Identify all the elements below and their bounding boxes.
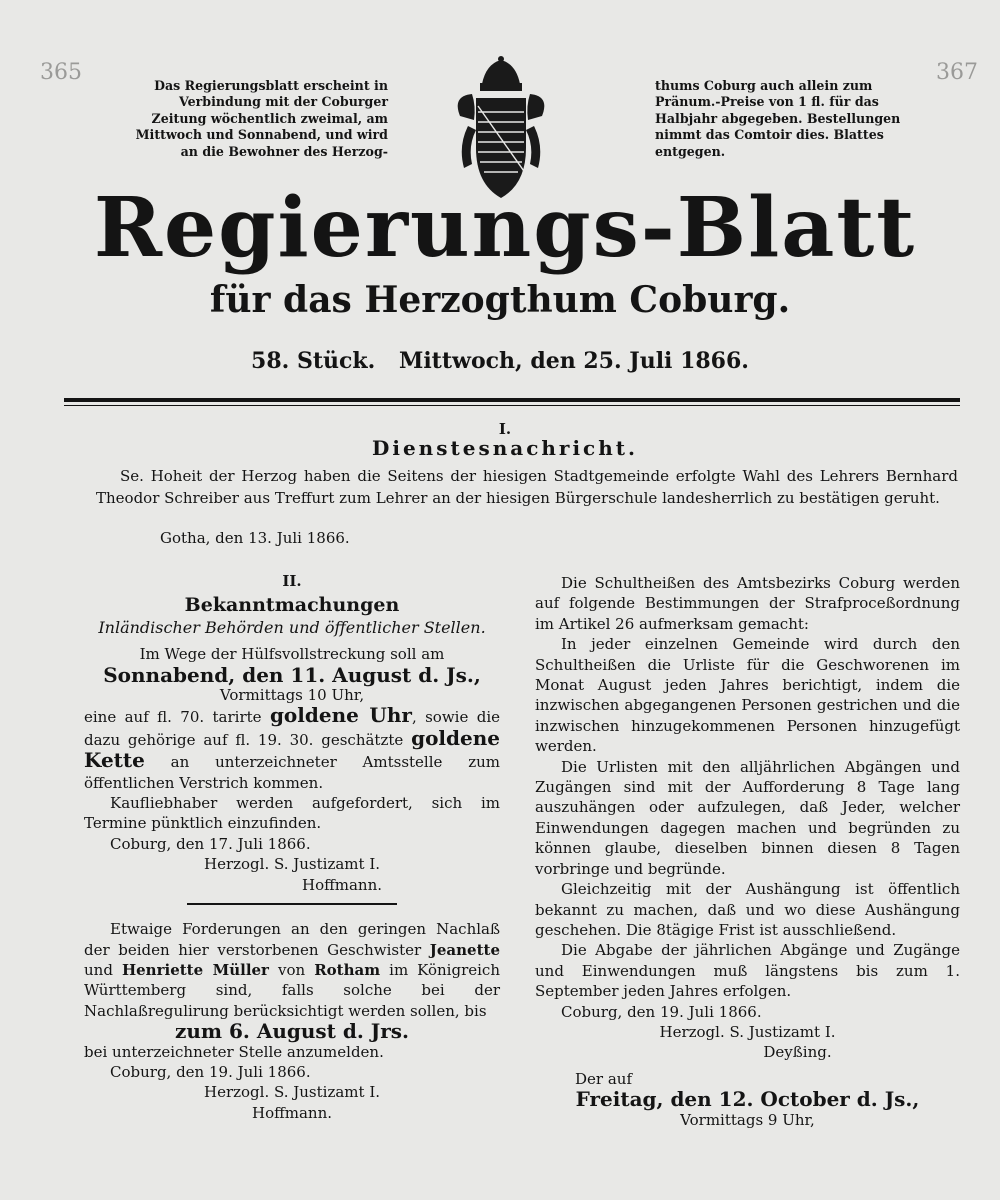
right-column	[535, 573, 960, 1130]
notice1-text-b: , sowie die dazu gehörige auf fl. 19. 30. geschätzte	[84, 708, 500, 749]
notice2-deadline: zum 6. August d. Jrs.	[174, 1019, 410, 1044]
section-2-title: Bekanntmachungen	[184, 594, 400, 617]
newspaper-subtitle: für das Herzogthum Coburg.	[209, 279, 791, 321]
notice-divider	[187, 903, 397, 905]
notice2-text-d: im Königreich Württemberg sind, falls solche bei der Nachlaßregulirung berücksichtigt werden sollen, bis	[84, 960, 500, 1020]
notice1-item1: goldene Uhr	[269, 703, 412, 728]
notice3-p2: In jeder einzelnen Gemeinde wird durch den Schultheißen die Urliste für die Geschworenen im Monat August jeden Jahres berichtigt, indem die inzwischen abgegangenen Personen gestrichen und die inzwischen hinzugekommenen Personen hinzugefügt werden.	[535, 635, 960, 756]
notice2-text-e: bei unterzeichneter Stelle anzumelden.	[84, 1042, 384, 1061]
notice4-intro: Der auf	[575, 1069, 632, 1088]
issue-date: Mittwoch, den 25. Juli 1866.	[398, 348, 749, 374]
notice2-body	[84, 919, 500, 1021]
page-number-left: 365	[40, 60, 82, 85]
notice4-time: Vormittags 9 Uhr,	[680, 1110, 815, 1129]
notice2-dateline: Coburg, den 19. Juli 1866.	[110, 1062, 311, 1081]
notice2-place: Rotham	[314, 960, 381, 979]
notice3-p4: Gleichzeitig mit der Aushängung ist öffentlich bekannt zu machen, daß und wo diese Aushängung geschehen. Die 8tägige Frist ist ausschließend.	[535, 880, 960, 939]
masthead-notice-left: Das Regierungsblatt erscheint in Verbindung mit der Coburger Zeitung wöchentlich zweimal, am Mittwoch und Sonnabend, und wird an die Bewohner des Herzog-	[135, 78, 388, 159]
notice1-dateline: Coburg, den 17. Juli 1866.	[110, 834, 311, 853]
issue-number: 58. Stück.	[251, 348, 376, 374]
notice2-name2: Henriette Müller	[121, 960, 269, 979]
notice2-text-a: Etwaige Forderungen an den geringen Nachlaß der beiden hier verstorbenen Geschwister	[84, 920, 500, 959]
notice3-p3: Die Urlisten mit den alljährlichen Abgängen und Zugängen sind mit der Aufforderung 8 Tage lang auszuhängen oder aufzulegen, daß Jeder, welcher Einwendungen dagegen machen und begründen zu können glaube, dieselben binnen diesen 8 Tagen vorbringe und begründe.	[535, 757, 960, 878]
section-1-title: Dienstesnachricht.	[372, 436, 638, 460]
masthead-notice-right: thums Coburg auch allein zum Pränum.-Preise von 1 fl. für das Halbjahr abgegeben. Bestellungen nimmt das Comtoir dies. Blattes entgegen.	[655, 78, 901, 159]
notice2-text-c: von	[278, 960, 306, 979]
section-1-text: Se. Hoheit der Herzog haben die Seitens der hiesigen Stadtgemeinde erfolgte Wahl des Lehrers Bernhard Theodor Schreiber aus Treffurt zum Lehrer an der hiesigen Bürgerschule landesherrlich zu bestätigen geruht.	[96, 467, 958, 507]
section-1-dateline: Gotha, den 13. Juli 1866.	[160, 529, 350, 547]
notice3-office: Herzogl. S. Justizamt I.	[659, 1022, 836, 1041]
newspaper-title: Regierungs-Blatt	[93, 180, 917, 276]
notice4-date: Freitag, den 12. October d. Js.,	[575, 1087, 920, 1112]
notice2-text-b: und	[84, 960, 113, 979]
notice1-text-c: an unterzeichneter Amtsstelle zum öffentlichen Verstrich kommen.	[84, 753, 500, 792]
section-2-subtitle: Inländischer Behörden und öffentlicher Stellen.	[98, 617, 486, 637]
notice2-signature: Hoffmann.	[251, 1103, 333, 1122]
issue-line	[0, 346, 1000, 376]
notice1-date: Sonnabend, den 11. August d. Js.,	[103, 662, 481, 687]
section-1-number: I.	[498, 420, 512, 438]
notice1-item2: goldene Kette	[84, 725, 500, 773]
notice1-text-a: eine auf fl. 70. tarirte	[84, 708, 262, 727]
notice3-p1: Die Schultheißen des Amtsbezirks Coburg werden auf folgende Bestimmungen der Strafproceßordnung im Artikel 26 aufmerksam gemacht:	[535, 574, 960, 633]
notice1-time: Vormittags 10 Uhr,	[219, 686, 365, 705]
notice3-p5: Die Abgabe der jährlichen Abgänge und Zugänge und Einwendungen muß längstens bis zum 1. September jeden Jahres erfolgen.	[535, 941, 960, 1001]
masthead-rule-thick	[64, 398, 960, 402]
notice3-dateline: Coburg, den 19. Juli 1866.	[561, 1002, 762, 1021]
notice1-signature: Hoffmann.	[301, 875, 383, 894]
notice1-office: Herzogl. S. Justizamt I.	[203, 855, 381, 874]
left-column	[84, 571, 500, 1123]
notice1-body	[84, 705, 500, 793]
section-2-number: II.	[282, 572, 302, 590]
notice2-name1: Jeanette	[429, 940, 500, 959]
masthead-rule-thin	[64, 405, 960, 406]
notice2-office: Herzogl. S. Justizamt I.	[203, 1083, 381, 1102]
notice3-signature: Deyßing.	[763, 1043, 832, 1062]
notice1-text-d: Kaufliebhaber werden aufgefordert, sich im Termine pünktlich einzufinden.	[84, 794, 500, 833]
page-number-right: 367	[936, 60, 978, 85]
notice1-intro: Im Wege der Hülfsvollstreckung soll am	[139, 645, 445, 664]
